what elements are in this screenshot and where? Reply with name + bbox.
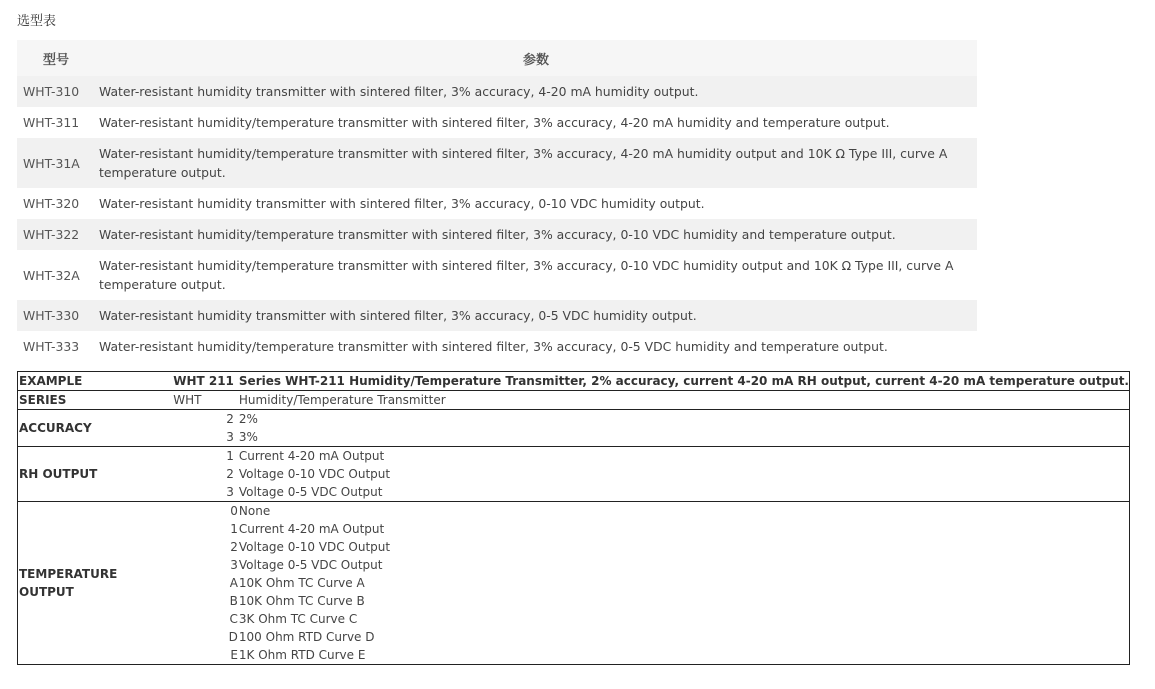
- option-text: 10K Ohm TC Curve A: [238, 574, 1130, 592]
- rh-output-row: [18, 465, 1130, 483]
- table-row: [17, 76, 977, 107]
- option-text: None: [238, 502, 1130, 521]
- option-code: 3: [226, 430, 234, 444]
- accuracy-row: [18, 410, 1130, 429]
- description-cell: Water-resistant humidity/temperature transmitter with sintered filter, 3% accuracy, 0-10 VDC humidity and temperature output.: [95, 219, 977, 250]
- rh-output-row: [18, 483, 1130, 502]
- option-code: 2: [230, 540, 238, 554]
- model-cell: WHT-330: [17, 300, 95, 331]
- option-text: 3%: [238, 428, 1130, 447]
- ordering-code-table: [17, 371, 1130, 665]
- model-cell: WHT-311: [23, 115, 80, 130]
- temperature-output-row: [18, 538, 1130, 556]
- option-code: 3: [230, 558, 238, 572]
- description-cell: Water-resistant humidity transmitter with sintered filter, 3% accuracy, 4-20 mA humidity output.: [95, 76, 977, 107]
- description-cell: Water-resistant humidity/temperature transmitter with sintered filter, 3% accuracy, 0-5 VDC humidity and temperature output.: [99, 339, 888, 354]
- rh-output-label: RH OUTPUT: [18, 447, 173, 502]
- temperature-output-label: TEMPERATURE OUTPUT: [18, 502, 173, 665]
- series-text: Humidity/Temperature Transmitter: [238, 391, 1130, 410]
- option-code: 1: [230, 522, 238, 536]
- description-cell: Water-resistant humidity/temperature transmitter with sintered filter, 3% accuracy, 0-10 VDC humidity output and 10K Ω Type III, curve A temperature output.: [99, 258, 954, 292]
- temperature-output-row: [18, 520, 1130, 538]
- option-text: Current 4-20 mA Output: [238, 520, 1130, 538]
- model-cell: WHT-31A: [17, 138, 95, 188]
- selection-table: [17, 40, 977, 362]
- model-cell: WHT-322: [17, 219, 95, 250]
- table-row: [17, 300, 977, 331]
- option-code: 2: [226, 467, 234, 481]
- temperature-output-row: [18, 610, 1130, 628]
- option-text: Voltage 0-10 VDC Output: [238, 538, 1130, 556]
- header-params: 参数: [95, 40, 977, 76]
- description-cell: Water-resistant humidity transmitter with sintered filter, 3% accuracy, 0-5 VDC humidity output.: [95, 300, 977, 331]
- table-row: [17, 188, 977, 219]
- option-text: 100 Ohm RTD Curve D: [238, 628, 1130, 646]
- option-text: 10K Ohm TC Curve B: [238, 592, 1130, 610]
- table-row: [17, 107, 977, 138]
- example-code: WHT 211: [172, 372, 238, 391]
- option-code: 0: [172, 502, 238, 521]
- selection-table-header: [17, 40, 977, 76]
- series-code: WHT: [172, 391, 238, 410]
- page-title: 选型表: [17, 14, 57, 29]
- description-cell: Water-resistant humidity/temperature transmitter with sintered filter, 3% accuracy, 4-20 mA humidity output and 10K Ω Type III, curve A temperature output.: [95, 138, 977, 188]
- option-code: E: [172, 646, 238, 665]
- temperature-output-row: [18, 646, 1130, 665]
- example-text: Series WHT-211 Humidity/Temperature Transmitter, 2% accuracy, current 4-20 mA RH output, current 4-20 mA temperature output.: [238, 372, 1130, 391]
- model-cell: WHT-333: [23, 339, 80, 354]
- accuracy-row: [18, 428, 1130, 447]
- option-code: 2: [172, 410, 238, 429]
- temperature-output-row: [18, 556, 1130, 574]
- model-cell: WHT-32A: [23, 267, 80, 283]
- table-row: [17, 138, 977, 188]
- accuracy-label: ACCURACY: [18, 410, 173, 447]
- rh-output-row: [18, 447, 1130, 466]
- option-text: Voltage 0-5 VDC Output: [238, 483, 1130, 502]
- option-text: 1K Ohm RTD Curve E: [238, 646, 1130, 665]
- temperature-output-row: [18, 502, 1130, 521]
- option-code: C: [229, 612, 238, 626]
- option-code: B: [229, 594, 238, 608]
- option-text: 2%: [238, 410, 1130, 429]
- temperature-output-row: [18, 628, 1130, 646]
- option-text: Voltage 0-5 VDC Output: [238, 556, 1130, 574]
- table-row: [17, 250, 977, 300]
- temperature-output-row: [18, 592, 1130, 610]
- model-cell: WHT-320: [23, 196, 80, 211]
- description-cell: Water-resistant humidity/temperature transmitter with sintered filter, 3% accuracy, 4-20 mA humidity and temperature output.: [99, 115, 890, 130]
- option-text: Voltage 0-10 VDC Output: [238, 465, 1130, 483]
- option-code: 3: [226, 485, 234, 499]
- model-cell: WHT-310: [17, 76, 95, 107]
- option-text: 3K Ohm TC Curve C: [238, 610, 1130, 628]
- example-label: EXAMPLE: [18, 372, 173, 391]
- series-row: [18, 391, 1130, 410]
- example-row: [18, 372, 1130, 391]
- description-cell: Water-resistant humidity transmitter with sintered filter, 3% accuracy, 0-10 VDC humidity output.: [99, 196, 705, 211]
- option-code: D: [228, 630, 238, 644]
- option-text: Current 4-20 mA Output: [238, 447, 1130, 466]
- table-row: [17, 331, 977, 362]
- option-code: A: [229, 576, 238, 590]
- series-label: SERIES: [18, 391, 173, 410]
- option-code: 1: [172, 447, 238, 466]
- table-row: [17, 219, 977, 250]
- temperature-output-row: [18, 574, 1130, 592]
- header-model: 型号: [17, 40, 95, 76]
